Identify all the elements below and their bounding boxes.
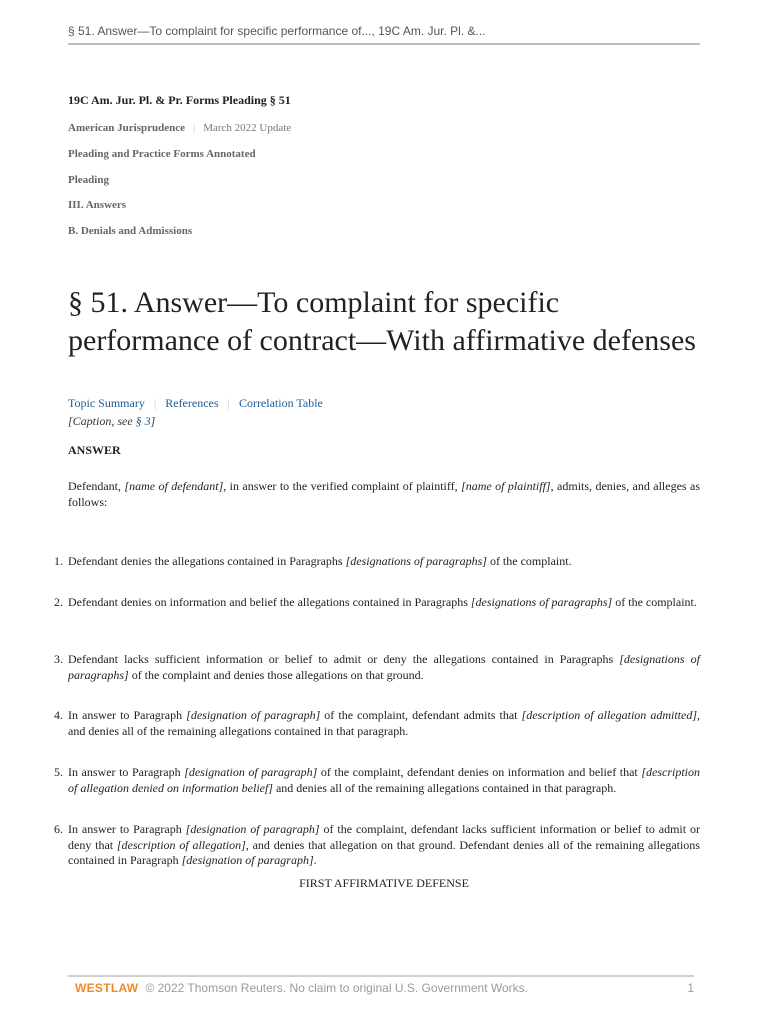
text-run: of the complaint.	[612, 595, 697, 609]
text-run: .	[313, 853, 317, 867]
text-run: In answer to Paragraph	[68, 765, 185, 779]
breadcrumb-level[interactable]: Pleading	[68, 173, 109, 186]
header-divider	[68, 43, 700, 45]
text-run: Defendant denies the allegations contained in Paragraphs	[68, 554, 346, 568]
placeholder-text: [description of allegation]	[116, 837, 246, 852]
running-header: § 51. Answer—To complaint for specific performance of..., 19C Am. Jur. Pl. &...	[68, 24, 486, 38]
caption-note	[68, 414, 155, 429]
paragraph-number: 4.	[54, 708, 63, 722]
caption-section-link[interactable]: § 3	[135, 414, 151, 428]
text-run: , and denies that allegation on that ground. Defendant denies all of the remaining allegations contained in Paragraph	[68, 837, 700, 867]
paragraph-number: 1.	[54, 554, 63, 568]
references-link[interactable]: References	[165, 396, 219, 410]
text-run: and denies all of the remaining allegations contained in that paragraph.	[272, 780, 617, 795]
breadcrumb-level[interactable]: Pleading and Practice Forms Annotated	[68, 147, 256, 160]
footer-divider	[68, 975, 694, 977]
text-run: of the complaint, defendant admits that	[320, 708, 522, 722]
page-number: 1	[687, 981, 694, 995]
text-run: of the complaint, defendant lacks sufficient information or belief to admit or deny that	[68, 822, 700, 852]
answer-heading: ANSWER	[68, 443, 121, 457]
caption-note-suffix: ]	[150, 414, 156, 428]
text-run: , in answer to the verified complaint of plaintiff,	[223, 479, 462, 493]
paragraph-number: 2.	[54, 595, 63, 609]
update-label: March 2022 Update	[203, 122, 292, 134]
breadcrumb	[68, 121, 291, 250]
numbered-paragraph	[54, 822, 700, 869]
paragraph-text	[68, 765, 700, 795]
paragraph-number: 3.	[54, 652, 63, 666]
placeholder-text: [description of allegation denied on information belief]	[68, 765, 700, 795]
placeholder-text: [description of allegation admitted]	[521, 708, 698, 722]
paragraph-number: 6.	[54, 822, 63, 836]
text-run: of the complaint and denies those allegations on that ground.	[128, 667, 424, 682]
caption-note-prefix: [Caption, see	[68, 414, 136, 428]
paragraph-text	[68, 708, 700, 738]
topic-summary-link[interactable]: Topic Summary	[68, 396, 145, 410]
paragraph-text	[68, 554, 572, 568]
footer	[68, 981, 694, 995]
placeholder-text: [name of plaintiff]	[461, 479, 551, 493]
numbered-paragraph	[54, 652, 700, 683]
text-run: Defendant lacks sufficient information or belief to admit or deny the allegations contained in Paragraphs	[68, 652, 620, 666]
placeholder-text: [designation of paragraph]	[184, 765, 318, 779]
breadcrumb-source[interactable]: American Jurisprudence	[68, 122, 186, 134]
text-run: In answer to Paragraph	[68, 708, 187, 722]
placeholder-text: [designation of paragraph]	[186, 708, 321, 722]
affirmative-defense-heading: FIRST AFFIRMATIVE DEFENSE	[299, 876, 469, 890]
text-run: , admits, denies, and alleges as follows:	[68, 479, 701, 509]
page-title: § 51. Answer—To complaint for specific performance of contract—With affirmative defenses	[68, 286, 696, 357]
citation: 19C Am. Jur. Pl. & Pr. Forms Pleading § 51	[68, 93, 291, 107]
copyright-text: © 2022 Thomson Reuters. No claim to original U.S. Government Works.	[145, 981, 528, 995]
paragraph-number: 5.	[54, 765, 63, 779]
text-run: Defendant,	[68, 479, 125, 493]
text-run: , and denies all of the remaining allegations contained in that paragraph.	[68, 708, 701, 738]
westlaw-logo: WESTLAW	[75, 981, 139, 995]
breadcrumb-source-line	[68, 121, 291, 147]
placeholder-text: [designation of paragraph]	[181, 853, 314, 867]
breadcrumb-level[interactable]: III. Answers	[68, 199, 127, 212]
numbered-paragraph	[54, 554, 700, 570]
paragraph-text	[68, 595, 697, 609]
link-separator: |	[153, 396, 157, 410]
placeholder-text: [designations of paragraphs]	[345, 554, 487, 568]
text-run: of the complaint.	[486, 554, 572, 568]
placeholder-text: [designations of paragraphs]	[68, 652, 700, 682]
breadcrumb-separator: |	[193, 122, 196, 134]
document-links	[68, 396, 323, 411]
text-run: In answer to Paragraph	[68, 822, 186, 836]
text-run: Defendant denies on information and belief the allegations contained in Paragraphs	[68, 595, 471, 609]
intro-paragraph	[68, 479, 700, 510]
numbered-paragraph	[54, 595, 700, 611]
text-run: of the complaint, defendant denies on information and belief that	[317, 765, 642, 779]
correlation-table-link[interactable]: Correlation Table	[238, 396, 323, 410]
breadcrumb-level[interactable]: B. Denials and Admissions	[68, 225, 193, 238]
placeholder-text: [name of defendant]	[124, 479, 224, 493]
numbered-paragraph	[54, 765, 700, 796]
placeholder-text: [designation of paragraph]	[185, 822, 320, 836]
link-separator: |	[227, 396, 230, 410]
numbered-paragraph	[54, 708, 701, 739]
paragraph-text	[68, 822, 700, 867]
placeholder-text: [designations of paragraphs]	[470, 595, 613, 609]
paragraph-text	[68, 652, 700, 682]
